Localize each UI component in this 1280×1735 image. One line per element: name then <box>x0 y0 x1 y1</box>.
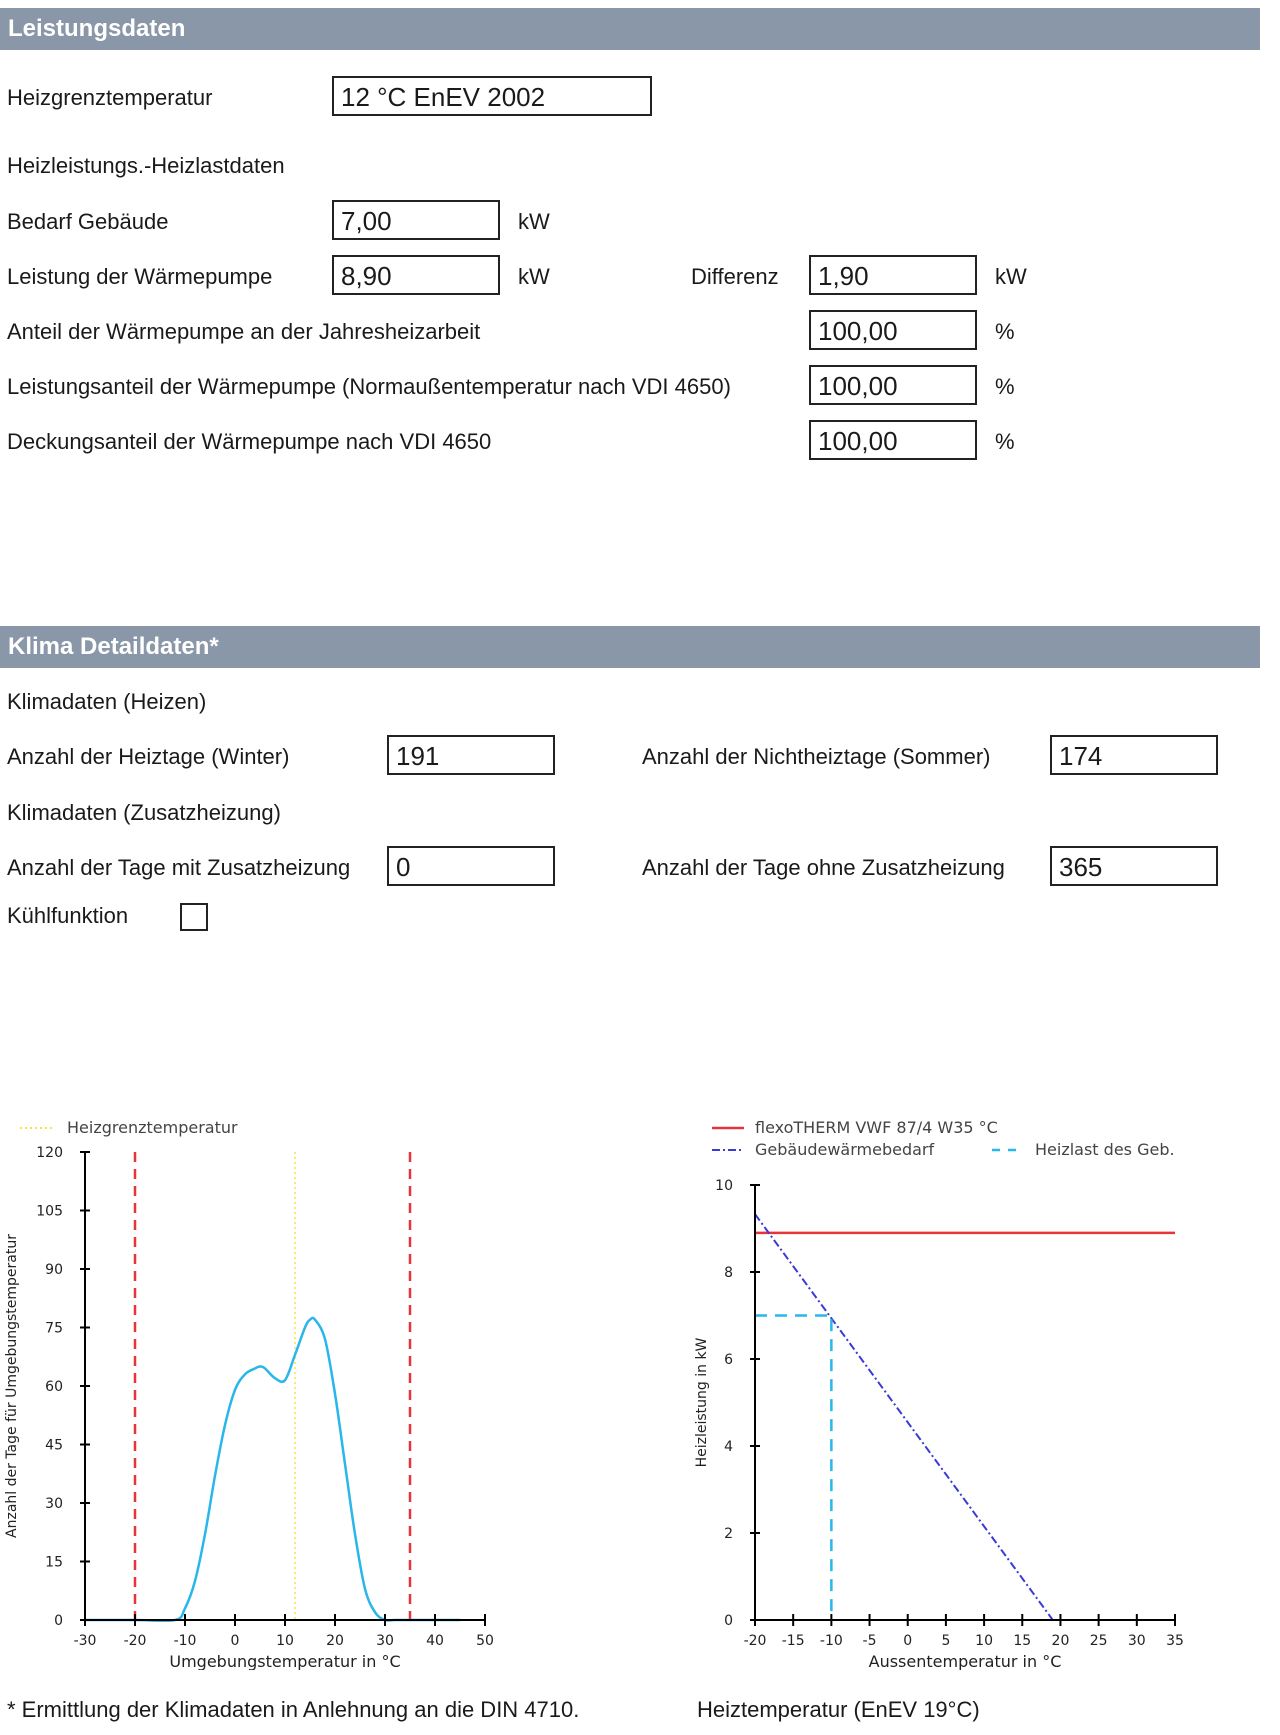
differenz-label: Differenz <box>691 264 779 289</box>
y-tick-label: 90 <box>45 1262 63 1278</box>
legend-heizlast-label: Heizlast des Geb. <box>1035 1140 1175 1159</box>
heizgrenz-field[interactable]: 12 °C EnEV 2002 <box>332 76 652 116</box>
kuehlfunktion-checkbox[interactable] <box>180 903 208 931</box>
wp-leistung-unit: kW <box>518 264 550 289</box>
heiztage-field[interactable]: 191 <box>387 735 555 775</box>
y-axis-title: Heizleistung in kW <box>694 1337 710 1468</box>
deckung-unit: % <box>995 429 1015 454</box>
y-axis-title: Anzahl der Tage für Umgebungstemperatur <box>4 1234 20 1538</box>
y-tick-label: 60 <box>45 1379 63 1395</box>
mit-zusatz-field[interactable]: 0 <box>387 846 555 886</box>
x-tick-label: -10 <box>819 1633 843 1649</box>
x-tick-label: 10 <box>276 1633 294 1649</box>
section-header-leistungsdaten: Leistungsdaten <box>0 8 1260 50</box>
x-tick-label: 20 <box>326 1633 344 1649</box>
x-axis-title: Umgebungstemperatur in °C <box>169 1652 401 1670</box>
x-tick-label: 0 <box>230 1633 240 1649</box>
y-tick-label: 8 <box>724 1265 733 1281</box>
anteil-unit: % <box>995 319 1015 344</box>
anteil-label: Anteil der Wärmepumpe an der Jahresheizarbeit <box>7 319 481 344</box>
y-tick-label: 10 <box>715 1178 733 1194</box>
y-tick-label: 75 <box>45 1320 63 1337</box>
section-header-klima: Klima Detaildaten* <box>0 626 1260 668</box>
heizlast-subheading: Heizleistungs.-Heizlastdaten <box>7 153 285 178</box>
leistungsanteil-unit: % <box>995 374 1015 399</box>
legend-wp-label: flexoTHERM VWF 87/4 W35 °C <box>755 1118 998 1137</box>
y-tick-label: 120 <box>36 1145 63 1161</box>
differenz-field[interactable]: 1,90 <box>809 255 977 295</box>
leistungsanteil-field[interactable]: 100,00 <box>809 365 977 405</box>
legend-bedarf-label: Gebäudewärmebedarf <box>755 1140 935 1159</box>
heiztage-label: Anzahl der Heiztage (Winter) <box>7 744 290 769</box>
bedarf-field[interactable]: 7,00 <box>332 200 500 240</box>
y-tick-label: 2 <box>724 1526 733 1542</box>
series-gebaeudewaermebedarf <box>755 1214 1053 1620</box>
x-tick-label: 35 <box>1166 1633 1184 1649</box>
x-tick-label: 10 <box>975 1633 994 1649</box>
y-tick-label: 6 <box>724 1352 733 1368</box>
mit-zusatz-label: Anzahl der Tage mit Zusatzheizung <box>7 855 351 880</box>
x-tick-label: 5 <box>941 1633 951 1649</box>
chart-heating-power <box>690 1110 1250 1670</box>
kuehlfunktion-label: Kühlfunktion <box>7 903 129 928</box>
series-curve <box>85 1318 460 1621</box>
legend-heizgrenz-label: Heizgrenztemperatur <box>67 1118 238 1137</box>
y-tick-label: 105 <box>36 1203 63 1220</box>
y-tick-label: 30 <box>45 1496 63 1512</box>
deckung-label: Deckungsanteil der Wärmepumpe nach VDI 4650 <box>7 429 492 454</box>
y-tick-label: 0 <box>724 1613 733 1629</box>
nichtheiztage-field[interactable]: 174 <box>1050 735 1218 775</box>
ohne-zusatz-label: Anzahl der Tage ohne Zusatzheizung <box>642 855 1005 880</box>
klimadaten-zusatz-subheading: Klimadaten (Zusatzheizung) <box>7 800 281 825</box>
x-tick-label: -20 <box>743 1633 767 1649</box>
x-tick-label: 20 <box>1051 1633 1070 1649</box>
heizgrenz-label: Heizgrenztemperatur <box>7 85 213 110</box>
x-tick-label: -5 <box>862 1633 877 1649</box>
y-tick-label: 15 <box>45 1554 63 1571</box>
x-tick-label: -15 <box>781 1633 805 1649</box>
anteil-field[interactable]: 100,00 <box>809 310 977 350</box>
x-tick-label: 0 <box>903 1633 913 1649</box>
footnote: * Ermittlung der Klimadaten in Anlehnung an die DIN 4710. <box>7 1697 580 1722</box>
x-tick-label: -20 <box>123 1633 147 1649</box>
wp-leistung-label: Leistung der Wärmepumpe <box>7 264 273 289</box>
x-tick-label: -30 <box>73 1633 97 1649</box>
y-tick-label: 0 <box>54 1613 63 1629</box>
chart2-caption: Heiztemperatur (EnEV 19°C) <box>697 1697 980 1722</box>
x-tick-label: 40 <box>426 1633 444 1649</box>
leistungsanteil-label: Leistungsanteil der Wärmepumpe (Normaußentemperatur nach VDI 4650) <box>7 374 731 399</box>
chart-temperature-distribution <box>0 1110 500 1670</box>
x-axis-title: Aussentemperatur in °C <box>868 1652 1062 1670</box>
y-tick-label: 4 <box>724 1439 733 1455</box>
nichtheiztage-label: Anzahl der Nichtheiztage (Sommer) <box>642 744 991 769</box>
wp-leistung-field[interactable]: 8,90 <box>332 255 500 295</box>
x-tick-label: -10 <box>173 1633 197 1649</box>
differenz-unit: kW <box>995 264 1027 289</box>
x-tick-label: 30 <box>376 1633 394 1649</box>
series-heizlast <box>755 1316 831 1621</box>
x-tick-label: 25 <box>1089 1633 1108 1649</box>
klimadaten-heizen-subheading: Klimadaten (Heizen) <box>7 689 207 714</box>
bedarf-unit: kW <box>518 209 550 234</box>
x-tick-label: 50 <box>476 1633 494 1649</box>
x-tick-label: 30 <box>1127 1633 1146 1649</box>
ohne-zusatz-field[interactable]: 365 <box>1050 846 1218 886</box>
bedarf-label: Bedarf Gebäude <box>7 209 169 234</box>
x-tick-label: 15 <box>1013 1633 1032 1649</box>
y-tick-label: 45 <box>45 1437 63 1454</box>
deckung-field[interactable]: 100,00 <box>809 420 977 460</box>
